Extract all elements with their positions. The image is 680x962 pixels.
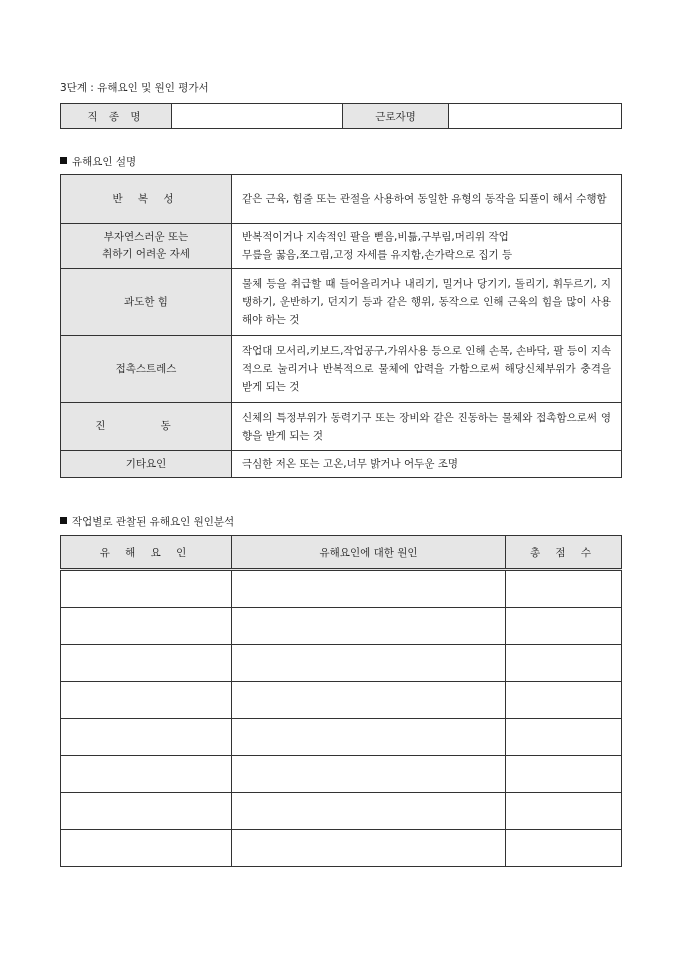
square-bullet-icon	[60, 517, 67, 524]
info-table	[60, 103, 622, 129]
category-posture	[61, 224, 232, 269]
score-cell[interactable]	[506, 608, 622, 645]
description-posture	[232, 224, 622, 269]
square-bullet-icon	[60, 157, 67, 164]
category-line: 부자연스러운 또는	[103, 231, 189, 243]
cause-cell[interactable]	[232, 793, 506, 830]
description-force: 물체 등을 취급할 때 들어올리거나 내리기, 밀거나 당기기, 돌리기, 휘두르기, 지탱하기, 운반하기, 던지기 등과 같은 행위, 동작으로 인해 근육의 힘을 많이 사용해야 하는 것	[232, 269, 622, 336]
hazard-factor-cell[interactable]	[61, 645, 232, 682]
description-vibration: 신체의 특정부위가 동력기구 또는 장비와 같은 진동하는 물체와 접촉함으로써 영향을 받게 되는 것	[232, 403, 622, 451]
hazard-factor-cell[interactable]	[61, 608, 232, 645]
header-cause: 유해요인에 대한 원인	[232, 536, 506, 570]
table-row	[61, 608, 622, 645]
hazard-factor-cell[interactable]	[61, 682, 232, 719]
table-row	[61, 175, 622, 224]
cause-cell[interactable]	[232, 570, 506, 608]
hazard-factor-cell[interactable]	[61, 793, 232, 830]
hazard-factor-cell[interactable]	[61, 756, 232, 793]
table-row	[61, 719, 622, 756]
cause-cell[interactable]	[232, 682, 506, 719]
table-row	[61, 830, 622, 867]
cause-cell[interactable]	[232, 756, 506, 793]
page-title: 3단계 : 유해요인 및 원인 평가서	[60, 82, 209, 94]
section-title-text: 작업별로 관찰된 유해요인 원인분석	[72, 516, 235, 528]
table-row	[61, 403, 622, 451]
table-row	[61, 269, 622, 336]
table-row	[61, 451, 622, 478]
job-label: 직 종 명	[61, 104, 172, 129]
category-vibration: 진 동	[61, 403, 232, 451]
hazard-factor-cell[interactable]	[61, 830, 232, 867]
hazard-description-table	[60, 174, 622, 478]
section-title-text: 유해요인 설명	[72, 156, 137, 168]
table-row	[61, 682, 622, 719]
table-row	[61, 224, 622, 269]
hazard-factor-cell[interactable]	[61, 570, 232, 608]
description-contact-stress: 작업대 모서리,키보드,작업공구,가위사용 등으로 인해 손목, 손바닥, 팔 등이 지속적으로 눌리거나 반복적으로 물체에 압력을 가함으로써 해당신체부위가 충격을 받게 되는 것	[232, 336, 622, 403]
description-line: 무릎을 꿇음,쪼그림,고정 자세를 유지함,손가락으로 집기 등	[242, 249, 513, 261]
section-cause-analysis	[60, 514, 234, 529]
category-repetition: 반 복 성	[61, 175, 232, 224]
header-hazard-factor: 유 해 요 인	[61, 536, 232, 570]
cause-cell[interactable]	[232, 830, 506, 867]
table-row	[61, 793, 622, 830]
score-cell[interactable]	[506, 719, 622, 756]
category-force: 과도한 힘	[61, 269, 232, 336]
score-cell[interactable]	[506, 830, 622, 867]
score-cell[interactable]	[506, 793, 622, 830]
cause-cell[interactable]	[232, 719, 506, 756]
category-contact-stress: 접촉스트레스	[61, 336, 232, 403]
cause-cell[interactable]	[232, 645, 506, 682]
score-cell[interactable]	[506, 645, 622, 682]
table-header-row	[61, 536, 622, 570]
score-cell[interactable]	[506, 682, 622, 719]
category-other: 기타요인	[61, 451, 232, 478]
worker-value-field[interactable]	[449, 104, 622, 129]
table-row	[61, 570, 622, 608]
description-other: 극심한 저온 또는 고온,너무 밝거나 어두운 조명	[232, 451, 622, 478]
cause-analysis-table	[60, 535, 622, 867]
description-line: 반복적이거나 지속적인 팔을 뻗음,비틂,구부림,머리위 작업	[242, 231, 509, 243]
category-line: 취하기 어려운 자세	[102, 248, 190, 260]
score-cell[interactable]	[506, 570, 622, 608]
hazard-factor-cell[interactable]	[61, 719, 232, 756]
job-value-field[interactable]	[172, 104, 343, 129]
description-repetition: 같은 근육, 힘줄 또는 관절을 사용하여 동일한 유형의 동작을 되풀이 해서 수행함	[232, 175, 622, 224]
cause-cell[interactable]	[232, 608, 506, 645]
table-row	[61, 336, 622, 403]
table-row	[61, 756, 622, 793]
section-hazard-description	[60, 154, 136, 169]
score-cell[interactable]	[506, 756, 622, 793]
header-total-score: 총 점 수	[506, 536, 622, 570]
table-row	[61, 645, 622, 682]
worker-label: 근로자명	[343, 104, 449, 129]
